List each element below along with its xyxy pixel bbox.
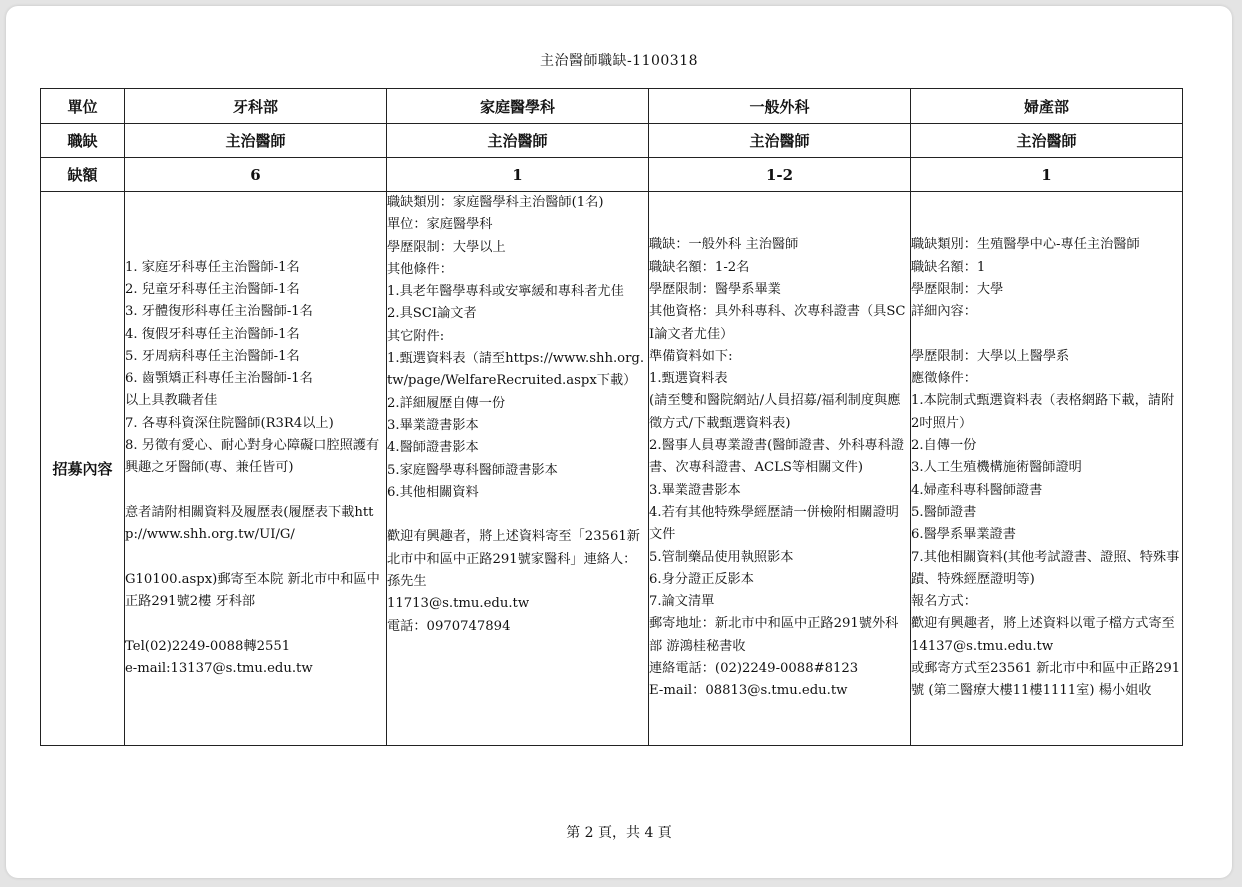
- details-obstetrics-gynecology: 職缺類別：生殖醫學中心-專任主治醫師 職缺名額：1 學歷限制：大學 詳細內容： 學歷限制：大學以上醫學系 應徵條件： 1.本院制式甄選資料表（表格網路下載，請附2吋照片） 2.自傳一份 3.人工生殖機構施術醫師證明 4.婦產科專科醫師證書 5.醫師證書 6.醫學系畢業證書 7.其他相關資料(其他考試證書、證照、特殊事蹟、特殊經歷證明等) 報名方式： 歡迎有興趣者，將上述資料以電子檔方式寄至14137@s.tmu.edu.tw 或郵寄方式至23561 新北市中和區中正路291號 (第二醫療大樓11樓1111室) 楊小姐收: [911, 192, 1183, 746]
- position-dentistry: 主治醫師: [125, 124, 387, 158]
- unit-dentistry: 牙科部: [125, 89, 387, 124]
- position-family-medicine: 主治醫師: [387, 124, 649, 158]
- openings-dentistry: 6: [125, 158, 387, 192]
- openings-family-medicine: 1: [387, 158, 649, 192]
- page-number-footer: 第 2 頁，共 4 頁: [566, 825, 672, 841]
- document-page: [6, 6, 1232, 878]
- document-title: 主治醫師職缺-1100318: [539, 53, 699, 69]
- details-dentistry: 1. 家庭牙科專任主治醫師-1名 2. 兒童牙科專任主治醫師-1名 3. 牙體復形科專任主治醫師-1名 4. 復假牙科專任主治醫師-1名 5. 牙周病科專任主治醫師-1名 6. 齒顎矯正科專任主治醫師-1名 以上具教職者佳 7. 各專科資深住院醫師(R3R4以上) 8. 另徵有愛心、耐心對身心障礙口腔照護有興趣之牙醫師(專、兼任皆可) 意者請附相關資料及履歷表(履歷表下載http://www.shh.org.tw/UI/G/ G10100.aspx)郵寄至本院 新北市中和區中正路291號2樓 牙科部 Tel(02)2249-0088轉2551 e-mail:13137@s.tmu.edu.tw: [125, 192, 387, 746]
- table-row-openings: [41, 158, 1183, 192]
- row-label-openings: 缺額: [41, 158, 125, 192]
- position-obstetrics-gynecology: 主治醫師: [911, 124, 1183, 158]
- openings-general-surgery: 1-2: [649, 158, 911, 192]
- unit-family-medicine: 家庭醫學科: [387, 89, 649, 124]
- row-label-details: 招募內容: [41, 192, 125, 746]
- table-row-position: [41, 124, 1183, 158]
- row-label-position: 職缺: [41, 124, 125, 158]
- details-general-surgery: 職缺：一般外科 主治醫師 職缺名額：1-2名 學歷限制：醫學系畢業 其他資格：具外科專科、次專科證書（具SCI論文者尤佳） 準備資料如下: 1.甄選資料表 (請至雙和醫院網站/人員招募/福利制度與應徵方式/下載甄選資料表) 2.醫事人員專業證書(醫師證書、外科專科證書、次專科證書、ACLS等相關文件) 3.畢業證書影本 4.若有其他特殊學經歷請一併檢附相關證明文件 5.管制藥品使用執照影本 6.身分證正反影本 7.論文清單 郵寄地址：新北市中和區中正路291號外科部 游鴻桂秘書收 連絡電話：(02)2249-0088#8123 E-mail：08813@s.tmu.edu.tw: [649, 192, 911, 746]
- unit-obstetrics-gynecology: 婦產部: [911, 89, 1183, 124]
- details-family-medicine: 職缺類別：家庭醫學科主治醫師(1名) 單位：家庭醫學科 學歷限制：大學以上 其他條件： 1.具老年醫學專科或安寧緩和專科者尤佳 2.具SCI論文者 其它附件: 1.甄選資料表（請至https://www.shh.org.tw/page/WelfareRecruited.aspx下載） 2.詳細履歷自傳一份 3.畢業證書影本 4.醫師證書影本 5.家庭醫學專科醫師證書影本 6.其他相關資料 歡迎有興趣者，將上述資料寄至「23561新北市中和區中正路291號家醫科」連絡人：孫先生 11713@s.tmu.edu.tw 電話：0970747894: [387, 192, 649, 746]
- table-row-unit: [41, 89, 1183, 124]
- table-row-details: [41, 192, 1183, 746]
- position-general-surgery: 主治醫師: [649, 124, 911, 158]
- job-openings-table: [40, 88, 1183, 746]
- openings-obstetrics-gynecology: 1: [911, 158, 1183, 192]
- unit-general-surgery: 一般外科: [649, 89, 911, 124]
- row-label-unit: 單位: [41, 89, 125, 124]
